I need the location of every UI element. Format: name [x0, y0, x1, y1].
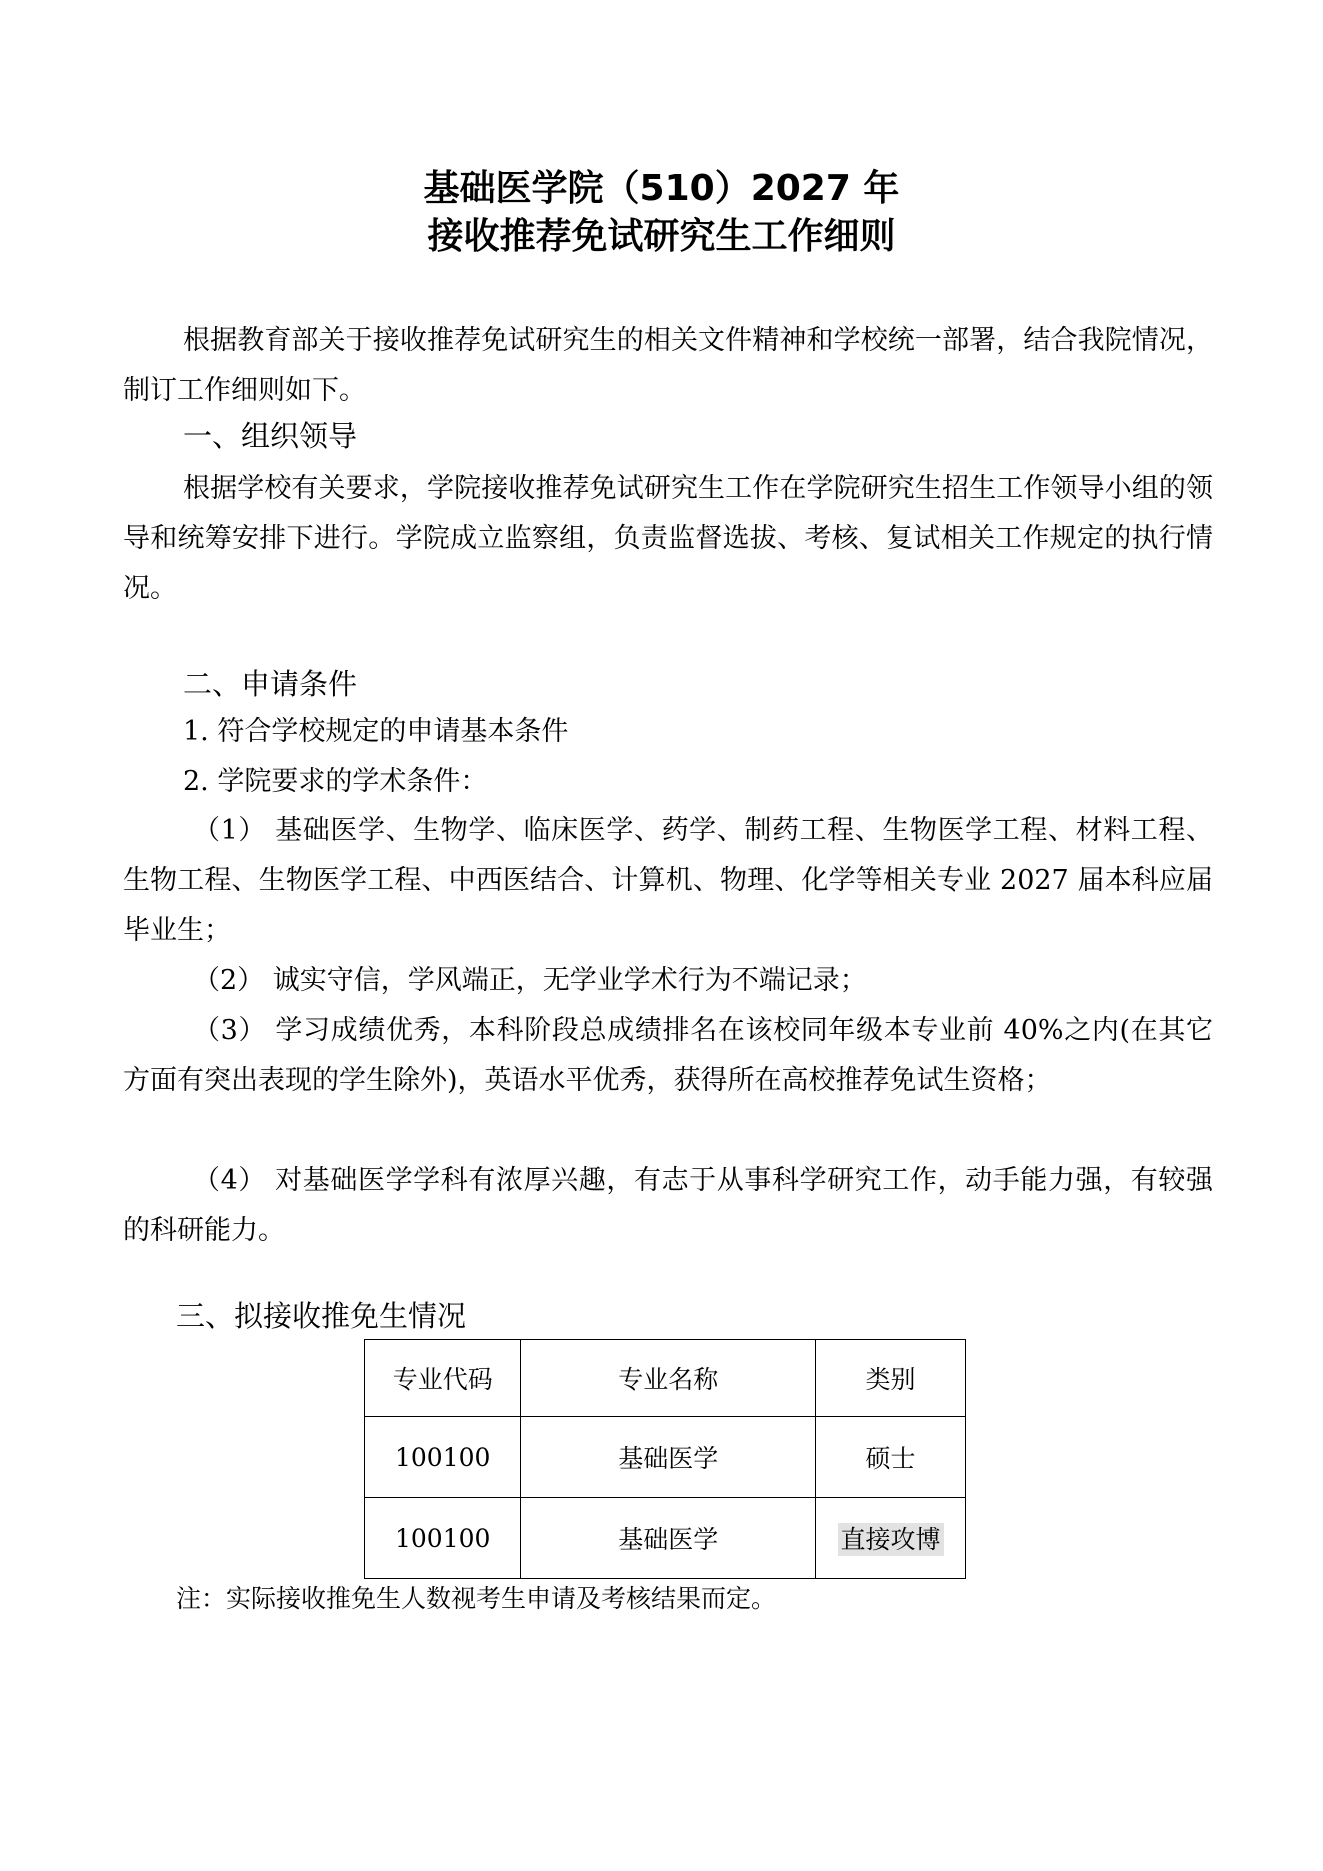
table-cell-major: 基础医学 [521, 1498, 816, 1579]
table-cell-code: 100100 [365, 1498, 521, 1579]
table-row [365, 1417, 966, 1498]
table-header-code: 专业代码 [365, 1340, 521, 1417]
table-header-major: 专业名称 [521, 1340, 816, 1417]
table-cell-type-cell [816, 1498, 966, 1579]
section2-item1: 1. 符合学校规定的申请基本条件 [183, 716, 569, 747]
table-cell-major: 基础医学 [521, 1417, 816, 1498]
section2-condition4: （4） 对基础医学学科有浓厚兴趣，有志于从事科学研究工作，动手能力强，有较强的科研能力。 [123, 1165, 1213, 1246]
table-cell-type: 硕士 [816, 1417, 966, 1498]
document-title-line1: 基础医学院（510）2027 年 [423, 168, 900, 209]
section1-heading: 一、组织领导 [183, 419, 358, 453]
admission-table [364, 1339, 966, 1579]
section2-condition2: （2） 诚实守信，学风端正，无学业学术行为不端记录； [193, 965, 867, 996]
section2-condition1: （1） 基础医学、生物学、临床医学、药学、制药工程、生物医学工程、材料工程、生物工程、生物医学工程、中西医结合、计算机、物理、化学等相关专业 2027 届本科应届毕业生； [123, 815, 1213, 946]
section2-item2: 2. 学院要求的学术条件： [183, 766, 488, 797]
table-cell-code: 100100 [365, 1417, 521, 1498]
table-header-type: 类别 [816, 1340, 966, 1417]
table-header-row [365, 1340, 966, 1417]
intro-paragraph: 根据教育部关于接收推荐免试研究生的相关文件精神和学校统一部署，结合我院情况，制订工作细则如下。 [123, 325, 1213, 406]
document-title-line2: 接收推荐免试研究生工作细则 [427, 216, 896, 257]
table-cell-type: 直接攻博 [838, 1523, 944, 1556]
section2-condition3: （3） 学习成绩优秀，本科阶段总成绩排名在该校同年级本专业前 40%之内(在其它方面有突出表现的学生除外)，英语水平优秀，获得所在高校推荐免试生资格； [123, 1015, 1213, 1096]
table-note: 注：实际接收推免生人数视考生申请及考核结果而定。 [176, 1584, 777, 1613]
section3-heading: 三、拟接收推免生情况 [176, 1299, 467, 1333]
section2-heading: 二、申请条件 [183, 667, 358, 701]
section1-body: 根据学校有关要求，学院接收推荐免试研究生工作在学院研究生招生工作领导小组的领导和统筹安排下进行。学院成立监察组，负责监督选拔、考核、复试相关工作规定的执行情况。 [123, 473, 1213, 604]
table-row [365, 1498, 966, 1579]
